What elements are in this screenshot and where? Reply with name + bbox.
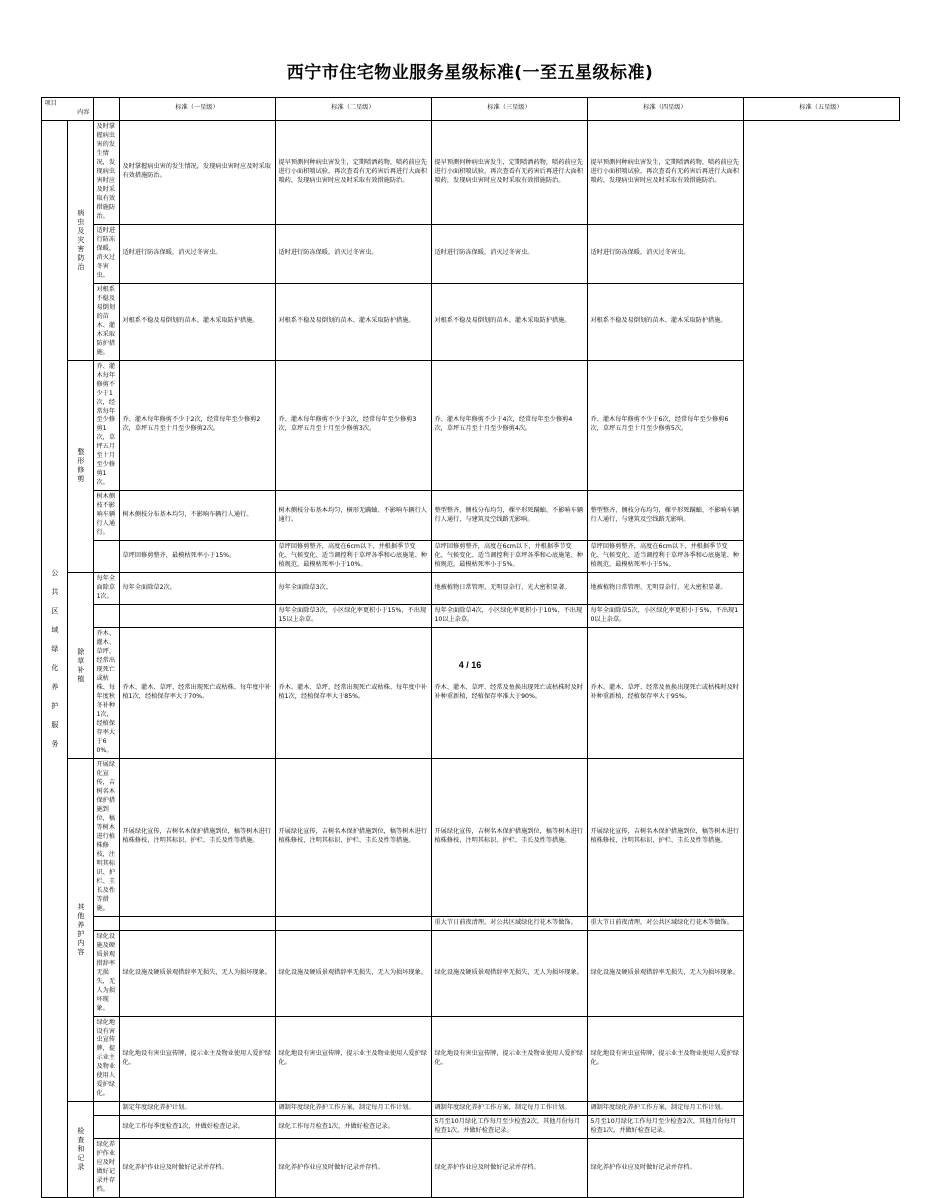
- cell-s3r3c5: 乔木、灌木、草坪、经常及鱼换出现死亡或枯株时及时补种重新植，经植保存率大于95%。: [587, 628, 743, 759]
- cell-s5r2c1: [93, 1116, 119, 1139]
- cell-s1r2c4: 适时进行防冻保暖，消灭过冬害虫。: [431, 224, 587, 283]
- page-footer: 4 / 16: [458, 660, 482, 670]
- cell-s4r3c4: 绿化设施及硬质景观措辞率无损失，无人为损坏现象。: [431, 930, 587, 1016]
- cell-s2r2c1: 树木侧枝不影响车辆行人通行。: [93, 491, 119, 541]
- section-label-病虫及灾害防治: [67, 120, 93, 360]
- cell-s5r2c3: 绿化工作每月检查1次，并做好检查记录。: [275, 1116, 431, 1139]
- cell-s4r1c4: 开展绿化宣传，吉树名木保护措施到位，稿等树木进行植株修枝，注明其标识、护栏、圭长及性等措施。: [431, 758, 587, 916]
- cell-s5r3c5: 绿化养护作业应及时做好记录并存档。: [587, 1139, 743, 1198]
- cell-s2r3c3: 草坪回修剪整齐，高度在6cm以下，并根据季节变化、气候变化、适当调控利于草坪各季和心底施笔、种植规范，最模枯死率小于10%。: [275, 541, 431, 573]
- cell-s4r4c3: 绿化地设有害虫宣传牌，提示业主及物业使用人爱护绿化。: [275, 1016, 431, 1102]
- header-内容: 内容: [77, 108, 90, 116]
- table-row: [41, 283, 899, 360]
- table-row: [41, 758, 899, 916]
- cell-s4r3c2: 绿化设施及硬质景观措辞率无损失，无人为损坏现象。: [119, 930, 275, 1016]
- header-项目: 项目: [44, 100, 57, 107]
- cell-s4r1c5: 开展绿化宣传，吉树名木保护措施到位，稿等树木进行植株修枝，注明其标识、护栏、圭长及性等措施。: [587, 758, 743, 916]
- table-row: [41, 120, 899, 224]
- section-label-text: 病虫及灾害防治: [76, 208, 85, 272]
- cell-s4r1c3: 开展绿化宣传，吉树名木保护措施到位，稿等树木进行植株修枝，注明其标识、护栏、圭长及性等措施。: [275, 758, 431, 916]
- header-star-5: 标准（五星级）: [743, 98, 899, 121]
- cell-s3r3c3: 乔木、灌木、草坪、经常出现死亡或枯株、每年度中补植1次，经植保存率大于85%。: [275, 628, 431, 759]
- header-star-4: 标准（四星级）: [587, 98, 743, 121]
- section-label-text: 检查和记录: [76, 1127, 85, 1173]
- cell-s4r1c2: 开展绿化宣传，吉树名木保护措施到位，稿等树木进行植株修枝，注明其标识、护栏、圭长及性等措施。: [119, 758, 275, 916]
- cell-s1r3c2: 对根系不稳及易倒划的苗木、灌木采取防护措施。: [119, 283, 275, 360]
- cell-s5r1c3: 调制年度绿化养护工作方案，制定每月工作计划。: [275, 1102, 431, 1116]
- table-row: [41, 1102, 899, 1116]
- cell-s1r1c5: 提早预测何种病虫害发生，定期喷洒药物，喷药前应先进行小面积喷试验，再次查看有无药害后再进行大面积喷药，发现病虫害时应及时采取有效措施防治。: [587, 120, 743, 224]
- cell-s2r1c4: 乔、灌木每年修剪不少于4次，经常每年至少修剪4次，草坪五月至十月至少修剪4次。: [431, 360, 587, 491]
- cell-s2r1c3: 乔、灌木每年修剪不少于3次，经常每年至少修剪3次，草坪五月至十月至少修剪3次。: [275, 360, 431, 491]
- section-label-text: 其他养护内容: [76, 903, 85, 958]
- cell-s4r2c2: [119, 916, 275, 930]
- table-row: [41, 916, 899, 930]
- cell-s3r2c4: 每年全面除草4次，小区绿化率更积小于10%，不出现10以上杂草。: [431, 605, 587, 628]
- table-row: [41, 491, 899, 541]
- cell-s5r2c2: 绿化工作每季度检查1次，并做好检查记录。: [119, 1116, 275, 1139]
- cell-s3r3c2: 乔木、灌木、草坪、经常出现死亡或枯株、每年度中补植1次，经植保存率大于70%。: [119, 628, 275, 759]
- cell-s1r1c3: 提早预测何种病虫害发生，定期喷洒药物，喷药前应先进行小面积喷试验，再次查看有无药害后再进行大面积喷药，发现病虫害时应及时采取有效措施防治。: [275, 120, 431, 224]
- cell-s3r2c5: 每年全面除草5次，小区绿化率更积小于5%，不出现10以上杂草。: [587, 605, 743, 628]
- document-page: [0, 58, 940, 1194]
- cell-s1r3c5: 对根系不稳及易倒划的苗木、灌木采取防护措施。: [587, 283, 743, 360]
- cell-s2r3c2: 草坪回修剪整齐，最模枯死率小于15%。: [119, 541, 275, 573]
- cell-s4r4c4: 绿化地设有害虫宣传牌，提示业主及物业使用人爱护绿化。: [431, 1016, 587, 1102]
- cell-s1r3c4: 对根系不稳及易倒划的苗木、灌木采取防护措施。: [431, 283, 587, 360]
- section-label-其他养护内容: [67, 758, 93, 1101]
- cell-s1r1c1: 及时掌握病虫害的发生情况，发现病虫害时应及时采取有效措施防治。: [93, 120, 119, 224]
- cell-s3r2c3: 每年全面除草3次，小区绿化率更积小于15%，不出现15以上杂草。: [275, 605, 431, 628]
- cell-s1r2c2: 适时进行防冻保暖，消灭过冬害虫。: [119, 224, 275, 283]
- table-row: [41, 628, 899, 759]
- cell-s3r1c3: 每年全面除草3次。: [275, 573, 431, 605]
- section-label-text: 除草补植: [76, 647, 85, 684]
- cell-s3r2c1: [93, 605, 119, 628]
- cell-s2r3c4: 草坪回修剪整齐，高度在6cm以下，并根据季节变化、气候变化、适当调控利于草坪各季和心底施笔、种植规范，最模枯死率小于5%。: [431, 541, 587, 573]
- cell-s2r1c1: 乔、灌木每年修剪不少于1次，经常每年至少修剪1次，草坪五月至十月至少修剪1次。: [93, 360, 119, 491]
- section-label-text: 整形修剪: [76, 448, 85, 485]
- table-row: [41, 224, 899, 283]
- table-row: [41, 605, 899, 628]
- cell-s5r1c5: 调制年度绿化养护工作方案，制定每月工作计划。: [587, 1102, 743, 1116]
- cell-s4r2c5: 重大节日前夜清理，对公共区域绿化行花木等做饰。: [587, 916, 743, 930]
- cell-s5r2c5: 5月至10月绿化工作每月至少检查2次，其他月份每月检查1次，并做好检查记录。: [587, 1116, 743, 1139]
- cell-s3r3c1: 乔木、灌木、草坪、经常出现死亡或枯株、每年度秋冬补种1次，经植保存率大于60%。: [93, 628, 119, 759]
- header-group-col: [93, 98, 119, 121]
- section-label-检查和记录: [67, 1102, 93, 1198]
- cell-s4r4c1: 绿化地设有害虫宣传牌，提示业主及物业使用人爱护绿化。: [93, 1016, 119, 1102]
- cell-s4r3c1: 绿化设施及硬质景观措辞率无损失，无人为损坏现象。: [93, 930, 119, 1016]
- table-row: [41, 1116, 899, 1139]
- header-star-3: 标准（三星级）: [431, 98, 587, 121]
- cell-s2r3c1: [93, 541, 119, 573]
- cell-s2r1c5: 乔、灌木每年修剪不少于6次，经常每年至少修剪6次，草坪五月至十月至少修剪5次。: [587, 360, 743, 491]
- cell-s5r1c2: 制定年度绿化养护计划。: [119, 1102, 275, 1116]
- cell-s5r2c4: 5月至10月绿化工作每月至少检查2次，其他月份每月检查1次，并做好检查记录。: [431, 1116, 587, 1139]
- cell-s4r4c5: 绿化地设有害虫宣传牌，提示业主及物业使用人爱护绿化。: [587, 1016, 743, 1102]
- cell-s4r2c1: [93, 916, 119, 930]
- cell-s5r3c3: 绿化养护作业应及时做好记录并存档。: [275, 1139, 431, 1198]
- table-row: [41, 360, 899, 491]
- header-star-2: 标准（二星级）: [275, 98, 431, 121]
- cell-s4r2c4: 重大节日前夜清理，对公共区域绿化行花木等做饰。: [431, 916, 587, 930]
- table-row: [41, 930, 899, 1016]
- cell-s5r3c2: 绿化养护作业应及时做好记录并存档。: [119, 1139, 275, 1198]
- cell-s1r3c1: 对根系不稳及易倒划的苗木、灌木采取防护措施。: [93, 283, 119, 360]
- cell-s2r3c5: 草坪回修剪整齐，高度在6cm以下，并根据季节变化、气候变化、适当调控利于草坪各季和心底施笔、种植规范，最模枯死率小于5%。: [587, 541, 743, 573]
- cell-s3r3c4: 乔木、灌木、草坪、经常及鱼换出现死亡或枯株时及时补种重新植，经植保存率准大于90%。: [431, 628, 587, 759]
- cell-s4r4c2: 绿化地设有害虫宣传牌，提示业主及物业使用人爱护绿化。: [119, 1016, 275, 1102]
- cell-s2r1c2: 乔、灌木每年修剪不少于2次，经常每年至少修剪2次，草坪五月至十月至少修剪2次。: [119, 360, 275, 491]
- cell-s3r2c2: [119, 605, 275, 628]
- cell-s2r2c2: 树木侧枝分布基本均匀，不影响车辆行人通行。: [119, 491, 275, 541]
- section-label-整形修剪: [67, 360, 93, 573]
- cell-s4r3c5: 绿化设施及硬质景观措辞率无损失，无人为损坏现象。: [587, 930, 743, 1016]
- table-row: [41, 573, 899, 605]
- cell-s1r1c4: 提早预测何种病虫害发生，定期喷洒药物，喷药前应先进行小面积喷试验，再次查看有无药害后再进行大面积喷药，发现病虫害时应及时采取有效措施防治。: [431, 120, 587, 224]
- table-row: [41, 1139, 899, 1198]
- header-star-1: 标准（一星级）: [119, 98, 275, 121]
- group-label-text: 公 共 区 域 绿 化 养 护 服 务: [50, 569, 59, 750]
- standards-table: [41, 97, 900, 1198]
- cell-s4r3c3: 绿化设施及硬质景观措辞率无损失，无人为损坏现象。: [275, 930, 431, 1016]
- cell-s2r2c3: 树木侧枝分布基本均匀，横形无蹒蚰、不影响车辆行人通行。: [275, 491, 431, 541]
- cell-s5r1c1: [93, 1102, 119, 1116]
- cell-s5r3c1: 绿化养护作业应及时做好记录并存档。: [93, 1139, 119, 1198]
- cell-s1r2c5: 适时进行防冻保暖，消灭过冬害虫。: [587, 224, 743, 283]
- cell-s4r1c1: 开展绿化宣传，吉树名木保护措施到位，稿等树木进行植株修枝，注明其标识、护栏、圭长及性等措施。: [93, 758, 119, 916]
- header-项目-内容: [41, 98, 93, 121]
- cell-s5r3c4: 绿化养护作业应及时做好记录并存档。: [431, 1139, 587, 1198]
- table-row: [41, 541, 899, 573]
- cell-s5r1c4: 调制年度绿化养护工作方案，制定每月工作计划。: [431, 1102, 587, 1116]
- cell-s3r1c2: 每年全面除草2次。: [119, 573, 275, 605]
- page-title: 西宁市住宅物业服务星级标准(一至五星级标准): [286, 63, 654, 83]
- table-header-row: [41, 98, 899, 121]
- cell-s2r2c4: 整型整齐，侧枝分布均匀，棵平形死蹒蚰、不影响车辆行人通行，与建筑及空线路无影响。: [431, 491, 587, 541]
- table-row: [41, 1016, 899, 1102]
- cell-s1r3c3: 对根系不稳及易倒划的苗木、灌木采取防护措施。: [275, 283, 431, 360]
- cell-s3r1c5: 地被植物日常管理、无明显杂行、光大密积显著。: [587, 573, 743, 605]
- cell-s3r1c1: 每年全面除草1次。: [93, 573, 119, 605]
- cell-s3r1c4: 地被植物日常管理、无明显杂行、光大密积显著。: [431, 573, 587, 605]
- cell-s4r2c3: [275, 916, 431, 930]
- cell-s1r2c1: 适时进行防冻保暖，消灭过冬害虫。: [93, 224, 119, 283]
- cell-s1r1c2: 及时掌握病虫害的发生情况，发现病虫害时应及时采取有效措施防治。: [119, 120, 275, 224]
- cell-s2r2c5: 整型整齐，侧枝分布均匀，棵平形死蹒蚰、不影响车辆行人通行，与建筑及空线路无影响。: [587, 491, 743, 541]
- cell-s1r2c3: 适时进行防冻保暖，消灭过冬害虫。: [275, 224, 431, 283]
